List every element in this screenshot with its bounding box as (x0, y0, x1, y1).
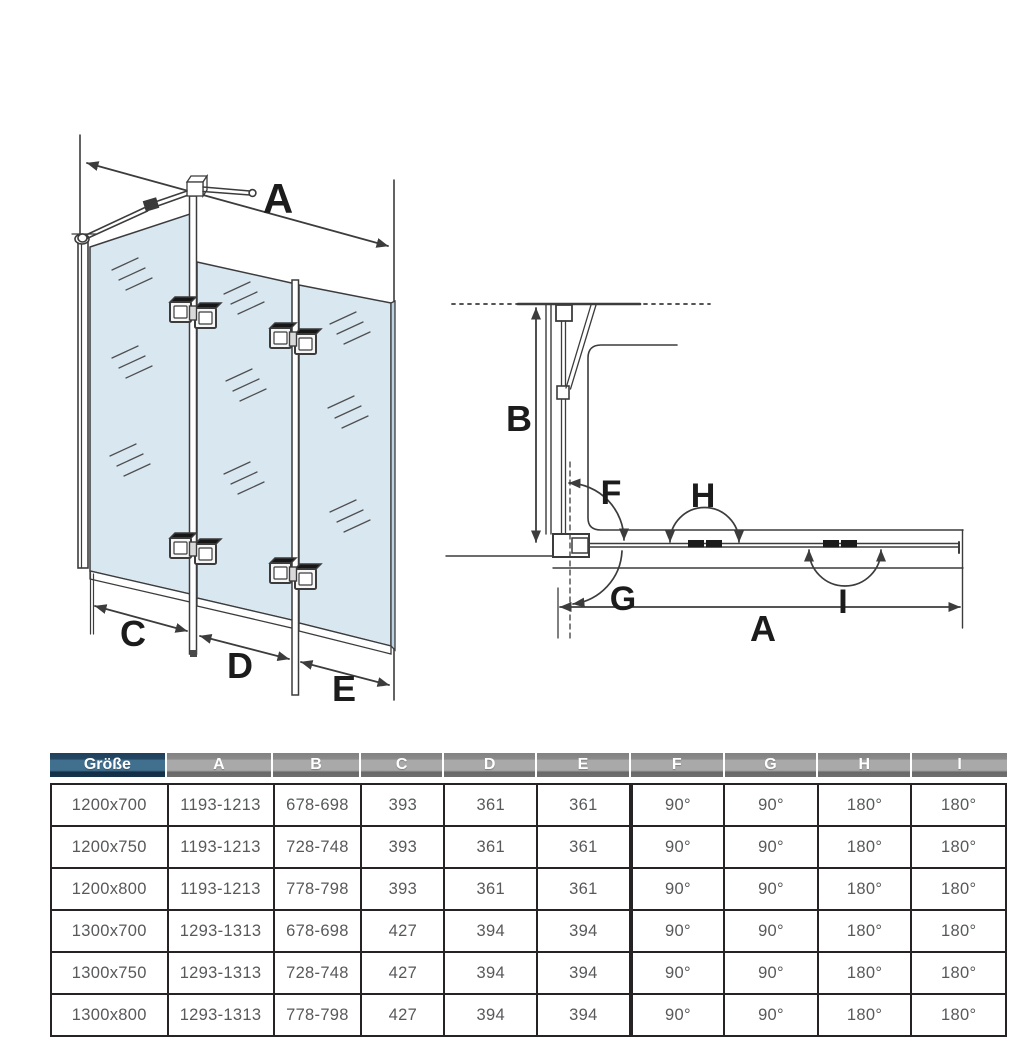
table-cell: 180° (818, 868, 912, 910)
table-cell: 90° (631, 826, 725, 868)
table-cell: 361 (444, 868, 537, 910)
header-cell: A (167, 753, 273, 777)
table-cell: 90° (631, 994, 725, 1036)
header-cell: E (537, 753, 631, 777)
header-cell: Größe (50, 753, 167, 777)
table-row (51, 910, 1006, 952)
table-cell: 90° (724, 994, 818, 1036)
dim-label-h: H (690, 477, 716, 515)
table-cell: 678-698 (274, 910, 362, 952)
table-cell: 180° (911, 910, 1006, 952)
plan-hinge-1 (688, 540, 704, 548)
table-cell: 90° (724, 784, 818, 826)
table-cell: 1193-1213 (168, 868, 274, 910)
table-cell: 393 (361, 868, 444, 910)
table-cell: 1200x700 (51, 784, 168, 826)
table-cell: 394 (444, 994, 537, 1036)
table-row (51, 868, 1006, 910)
dim-label-f: F (600, 474, 622, 512)
table-cell: 394 (537, 952, 631, 994)
table-cell: 361 (444, 826, 537, 868)
table-cell: 778-798 (274, 994, 362, 1036)
bar-fitting (557, 386, 569, 399)
table-cell: 90° (631, 784, 725, 826)
table-cell: 394 (444, 910, 537, 952)
dim-label-a-plan: A (750, 608, 776, 649)
plan-view-diagram (446, 304, 963, 649)
table-cell: 361 (537, 868, 631, 910)
table-cell: 427 (361, 910, 444, 952)
table-cell: 1193-1213 (168, 784, 274, 826)
wall-profile (78, 242, 88, 568)
table-cell: 180° (818, 910, 912, 952)
size-table (50, 753, 1007, 1037)
dim-label-i: I (838, 583, 848, 621)
table-cell: 728-748 (274, 952, 362, 994)
table-body (51, 784, 1006, 1036)
table-cell: 90° (724, 826, 818, 868)
table-cell: 361 (537, 826, 631, 868)
table-cell: 394 (537, 910, 631, 952)
dim-label-b: B (506, 398, 532, 439)
dim-label-c: C (120, 613, 146, 654)
dim-label-g: G (609, 580, 637, 618)
header-cell: D (444, 753, 537, 777)
table-cell: 361 (537, 784, 631, 826)
table-cell: 90° (724, 952, 818, 994)
table-cell: 90° (724, 910, 818, 952)
dim-label-e: E (331, 668, 357, 709)
dim-label-d: D (227, 645, 253, 686)
header-cell: I (912, 753, 1007, 777)
table-cell: 180° (911, 994, 1006, 1036)
table-cell: 180° (818, 826, 912, 868)
table-cell: 1293-1313 (168, 994, 274, 1036)
header-cell: C (361, 753, 444, 777)
table-cell: 1300x700 (51, 910, 168, 952)
table-row (51, 784, 1006, 826)
table-body-table (50, 783, 1007, 1037)
table-row (51, 826, 1006, 868)
hinge-post-1 (190, 196, 197, 654)
front-view-diagram (72, 135, 395, 709)
plan-hinge-2 (823, 540, 839, 548)
table-cell: 1200x800 (51, 868, 168, 910)
table-cell: 90° (724, 868, 818, 910)
table-cell: 180° (911, 868, 1006, 910)
table-cell: 180° (818, 784, 912, 826)
table-cell: 1300x750 (51, 952, 168, 994)
table-cell: 427 (361, 952, 444, 994)
table-cell: 90° (631, 910, 725, 952)
table-cell: 427 (361, 994, 444, 1036)
table-cell: 180° (911, 784, 1006, 826)
table-header-row (50, 753, 1007, 777)
table-cell: 90° (631, 952, 725, 994)
table-cell: 1193-1213 (168, 826, 274, 868)
table-cell: 90° (631, 868, 725, 910)
table-cell: 180° (911, 952, 1006, 994)
table-cell: 1293-1313 (168, 952, 274, 994)
table-cell: 393 (361, 826, 444, 868)
bathtub-rim (588, 345, 963, 530)
table-cell: 1293-1313 (168, 910, 274, 952)
table-row (51, 952, 1006, 994)
header-cell: F (631, 753, 725, 777)
table-cell: 393 (361, 784, 444, 826)
header-cell: B (273, 753, 361, 777)
header-cell: G (725, 753, 819, 777)
table-cell: 728-748 (274, 826, 362, 868)
table-cell: 778-798 (274, 868, 362, 910)
table-cell: 678-698 (274, 784, 362, 826)
table-cell: 180° (818, 994, 912, 1036)
wall-bracket (556, 305, 572, 321)
table-cell: 394 (537, 994, 631, 1036)
table-cell: 180° (818, 952, 912, 994)
table-cell: 180° (911, 826, 1006, 868)
table-cell: 1300x800 (51, 994, 168, 1036)
table-cell: 1200x750 (51, 826, 168, 868)
table-row (51, 994, 1006, 1036)
table-cell: 394 (444, 952, 537, 994)
header-cell: H (818, 753, 912, 777)
table-cell: 361 (444, 784, 537, 826)
dim-label-a: A (262, 175, 294, 222)
